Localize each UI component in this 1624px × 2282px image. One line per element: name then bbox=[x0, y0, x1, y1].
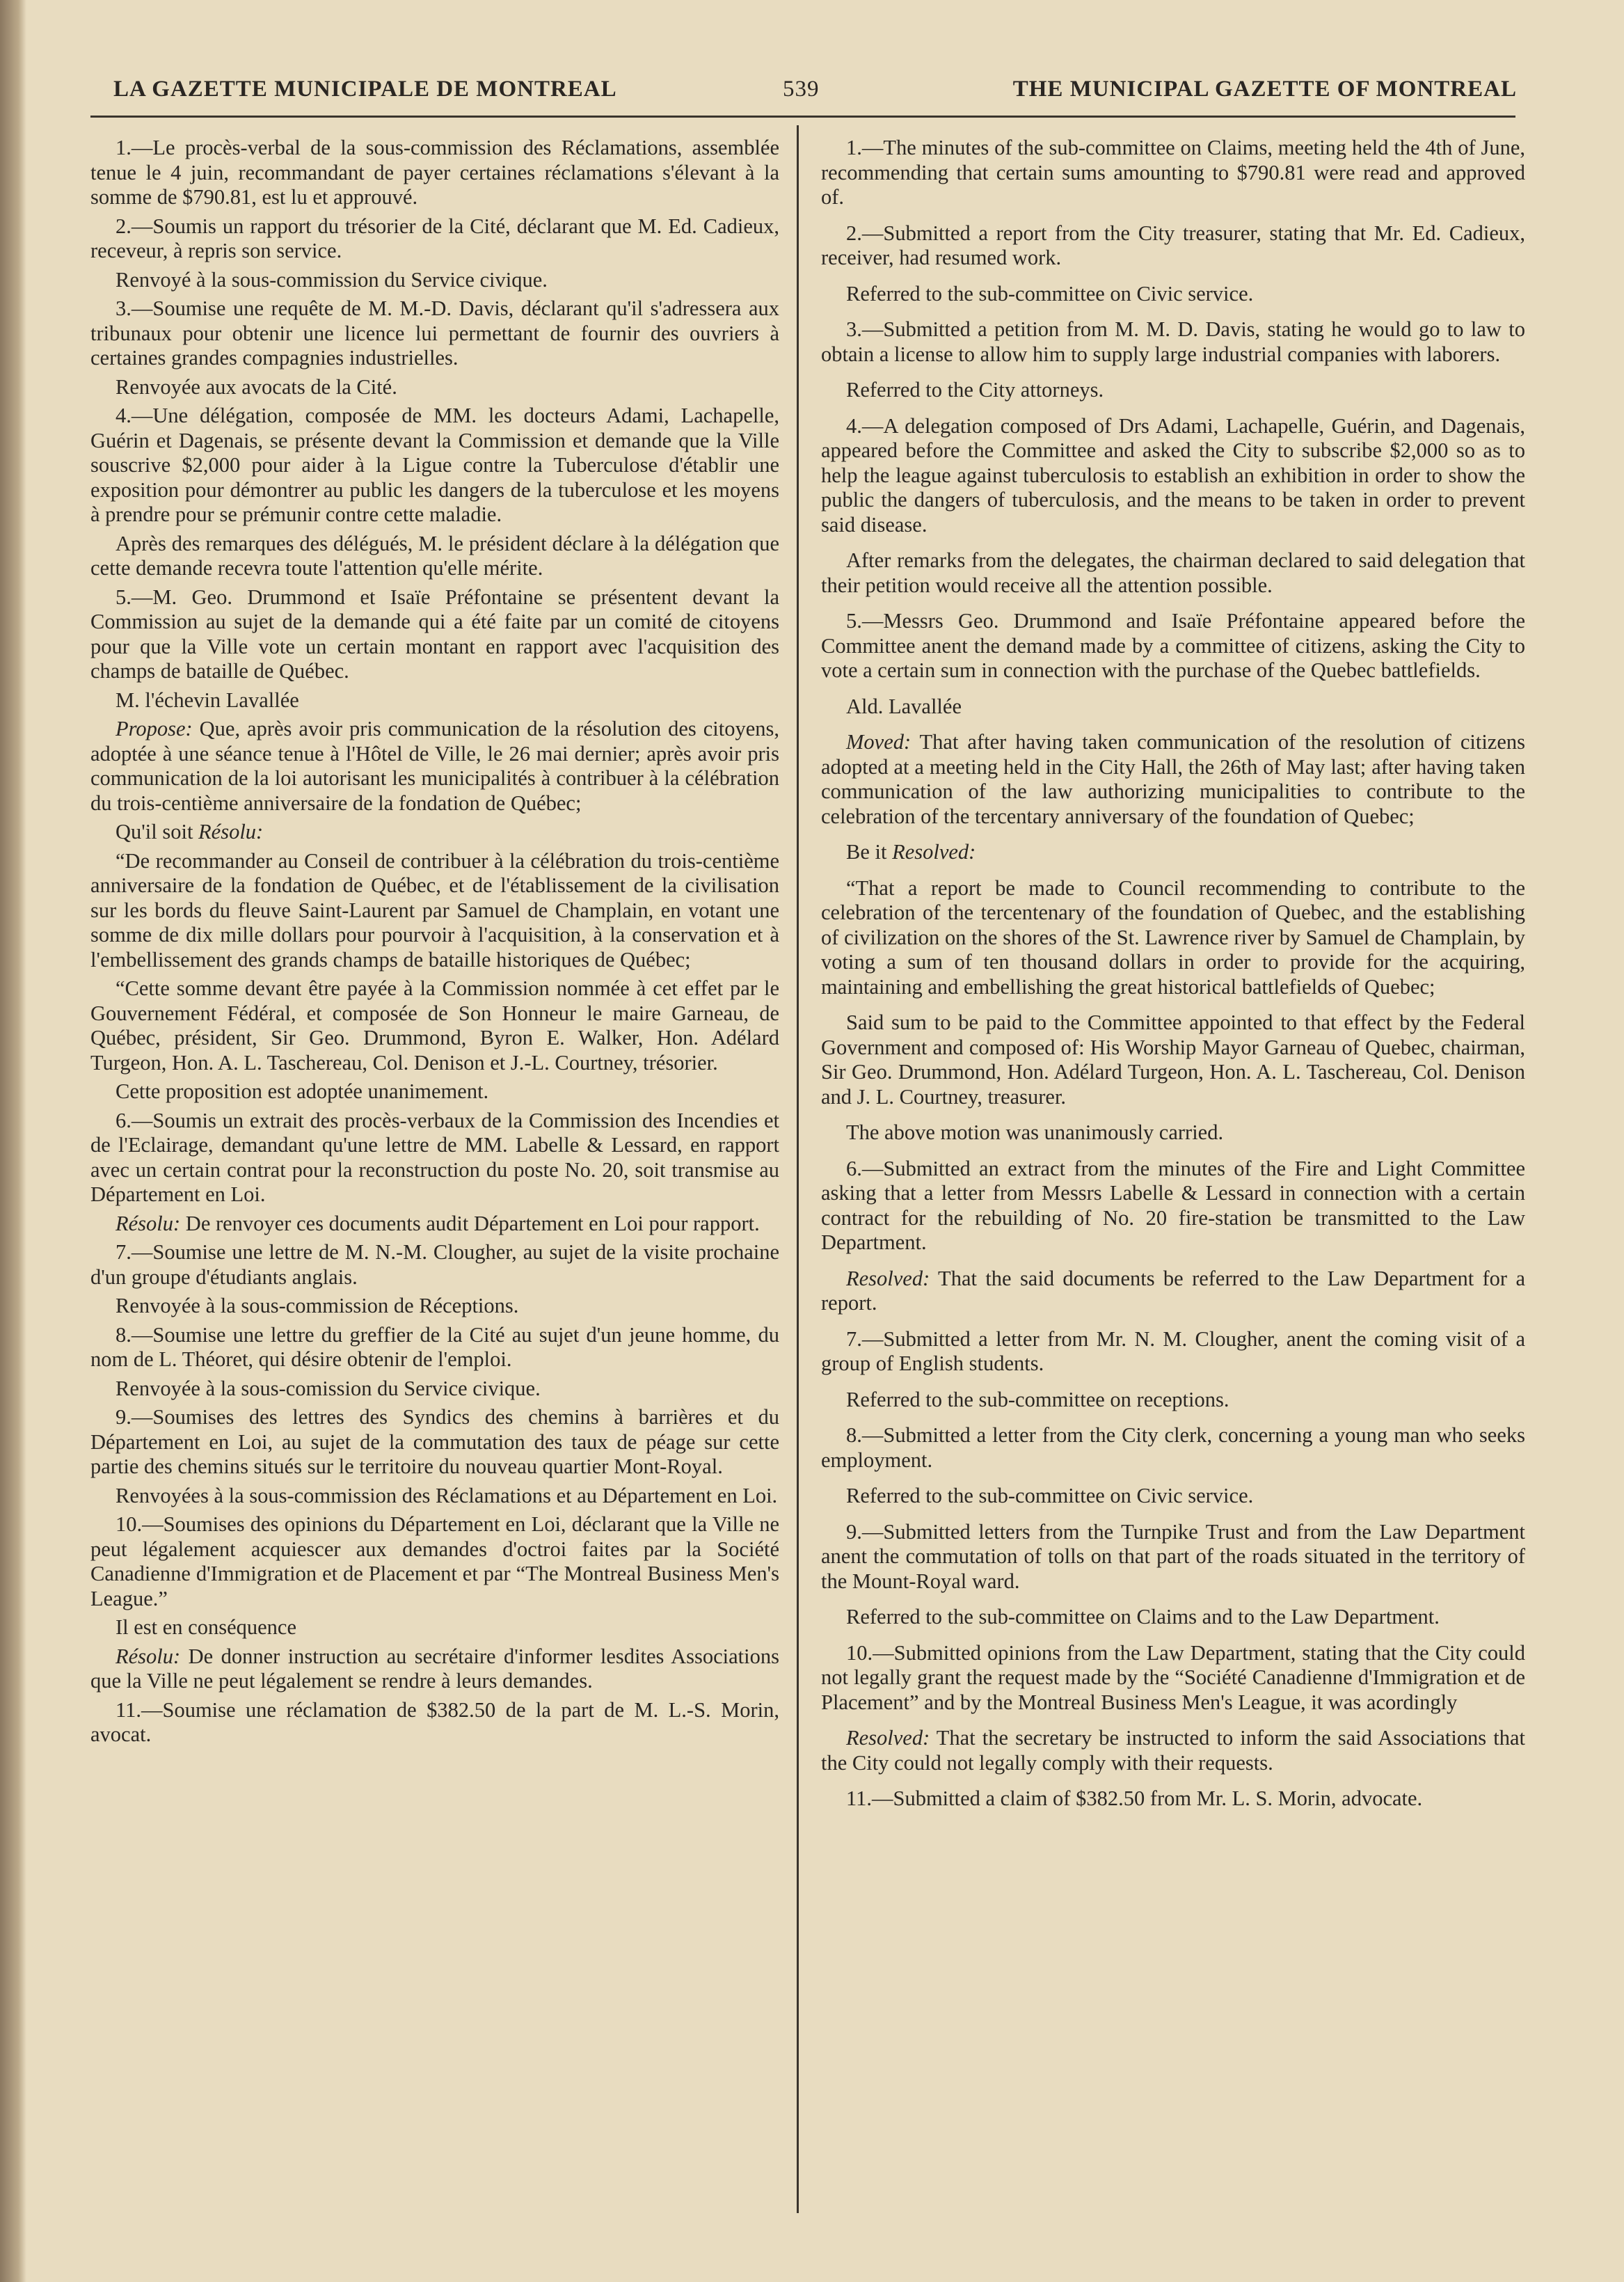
french-paragraph: Qu'il soit Résolu: bbox=[116, 820, 264, 843]
english-paragraph: 9.—Submitted letters from the Turnpike Trust and from the Law Department anent the commutation of tolls on that part of the roads situated in the territory of the Mount-Royal ward. bbox=[821, 1519, 1525, 1593]
english-paragraph: 4.—A delegation composed of Drs Adami, Lachapelle, Guérin, and Dagenais, appeared before the Committee and asked the City to subscribe $2,000 so as to help the league against tuberculosis to establish an exhibition in order to show the public the dangers of tuberculosis, and the means to be taken in order to prevent said disease. bbox=[821, 413, 1525, 537]
english-paragraph: 11.—Submitted a claim of $382.50 from Mr. L. S. Morin, advocate. bbox=[846, 1786, 1423, 1810]
english-column bbox=[821, 136, 1525, 1823]
english-paragraph: The above motion was unanimously carried. bbox=[846, 1120, 1224, 1144]
french-paragraph: 6.—Soumis un extrait des procès-verbaux de la Commission des Incendies et de l'Eclairage, demandant qu'une lettre de MM. Labelle & Lessard, en rapport avec un certain contrat pour la reconstruction du poste No. 20, soit transmise au Département en Loi. bbox=[90, 1108, 779, 1206]
french-paragraph: Propose: Que, après avoir pris communication de la résolution des citoyens, adoptée à une séance tenue à l'Hôtel de Ville, le 26 mai dernier; après avoir pris communication de la loi autorisant les municipalités à contribuer à la célébration du trois-centième anniversaire de la fondation de Québec; bbox=[90, 717, 779, 815]
english-paragraph: 10.—Submitted opinions from the Law Department, stating that the City could not legally grant the request made by the “Société Canadienne d'Immigration et de Placement” and by the Montreal Business Men's League, it was acordingly bbox=[821, 1640, 1525, 1714]
english-paragraph: 3.—Submitted a petition from M. M. D. Davis, stating he would go to law to obtain a license to allow him to supply large industrial companies with laborers. bbox=[821, 317, 1525, 366]
english-paragraph: 8.—Submitted a letter from the City clerk, concerning a young man who seeks employment. bbox=[821, 1423, 1525, 1472]
english-paragraph: Be it Resolved: bbox=[846, 840, 976, 864]
english-paragraph: 1.—The minutes of the sub-committee on Claims, meeting held the 4th of June, recommending that certain sums amounting to $790.81 were read and approved of. bbox=[821, 136, 1525, 209]
header-rule bbox=[90, 116, 1515, 118]
english-paragraph: “That a report be made to Council recommending to contribute to the celebration of the tercentenary of the foundation of Quebec, and the establishing of civilization on the shores of the St. Lawrence river by Samuel de Champlain, by voting a sum of ten thousand dollars in order to provide for the acquiring, maintaining and embellishing the great historical battlefields of Quebec; bbox=[821, 875, 1525, 999]
french-column bbox=[90, 136, 779, 1752]
english-paragraph: Referred to the sub-committee on Civic service. bbox=[846, 1484, 1254, 1507]
french-paragraph: M. l'échevin Lavallée bbox=[116, 688, 299, 712]
french-paragraph: 8.—Soumise une lettre du greffier de la Cité au sujet d'un jeune homme, du nom de L. Théoret, qui désire obtenir de l'emploi. bbox=[90, 1322, 779, 1371]
page-binding-edge bbox=[0, 0, 26, 2282]
english-paragraph: Referred to the sub-committee on receptions. bbox=[846, 1387, 1229, 1411]
french-paragraph: Cette proposition est adoptée unanimement. bbox=[116, 1079, 489, 1103]
french-paragraph: Renvoyée à la sous-comission du Service civique. bbox=[116, 1376, 541, 1400]
english-paragraph: 2.—Submitted a report from the City treasurer, stating that Mr. Ed. Cadieux, receiver, had resumed work. bbox=[821, 221, 1525, 269]
header-english-title: THE MUNICIPAL GAZETTE OF MONTREAL bbox=[1012, 77, 1517, 102]
french-paragraph: Renvoyées à la sous-commission des Réclamations et au Département en Loi. bbox=[116, 1483, 778, 1507]
french-paragraph: “De recommander au Conseil de contribuer à la célébration du trois-centième anniversaire de la fondation de Québec, et de l'établissement de la civilisation sur les bords du fleuve Saint-Laurent par Samuel de Champlain, en votant une somme de dix mille dollars pour pourvoir à l'acquisition, à la conservation et à l'embellissement des grands champs de bataille historiques de Québec; bbox=[90, 848, 779, 972]
french-paragraph: Il est en conséquence bbox=[116, 1615, 296, 1639]
french-paragraph: “Cette somme devant être payée à la Commission nommée à cet effet par le Gouvernement Fédéral, et composée de Son Honneur le maire Garneau, de Québec, président, Sir Geo. Drummond, Byron E. Walker, Hon. Adélard Turgeon, Hon. A. L. Taschereau, Col. Denison et J.-L. Courtney, trésorier. bbox=[90, 976, 779, 1075]
french-paragraph: Renvoyé à la sous-commission du Service civique. bbox=[116, 267, 548, 292]
english-paragraph: After remarks from the delegates, the chairman declared to said delegation that their petition would receive all the attention possible. bbox=[821, 548, 1525, 597]
french-paragraph: 4.—Une délégation, composée de MM. les docteurs Adami, Lachapelle, Guérin et Dagenais, se présente devant la Commission et demande que la Ville souscrive $2,000 pour aider à la Ligue contre la Tuberculose d'établir une exposition pour démontrer au public les dangers de la tuberculose et les moyens à prendre pour se prémunir contre cette maladie. bbox=[90, 404, 779, 526]
english-paragraph: Resolved: That the said documents be referred to the Law Department for a report. bbox=[821, 1266, 1525, 1315]
french-paragraph: Après des remarques des délégués, M. le président déclare à la délégation que cette demande recevra toute l'attention qu'elle mérite. bbox=[90, 531, 779, 580]
english-paragraph: Referred to the City attorneys. bbox=[846, 378, 1104, 402]
french-paragraph: Renvoyée à la sous-commission de Réceptions. bbox=[116, 1294, 519, 1317]
english-paragraph: Moved: That after having taken communication of the resolution of citizens adopted at a meeting held in the City Hall, the 26th of May last; after having taken communication of the law authorizing municipalities to contribute to the celebration of the tercentary anniversary of the foundation of Quebec; bbox=[821, 730, 1525, 828]
english-paragraph: Resolved: That the secretary be instructed to inform the said Associations that the City could not legally comply with their requests. bbox=[821, 1726, 1525, 1775]
french-paragraph: Résolu: De donner instruction au secrétaire d'informer lesdites Associations que la Ville ne peut légalement se rendre à leurs demandes. bbox=[90, 1644, 779, 1693]
french-paragraph: Résolu: De renvoyer ces documents audit Département en Loi pour rapport. bbox=[116, 1211, 760, 1235]
english-paragraph: Referred to the sub-committee on Civic service. bbox=[846, 281, 1254, 306]
french-paragraph: 10.—Soumises des opinions du Département en Loi, déclarant que la Ville ne peut légalement acquiescer aux demandes d'octroi faites par la Société Canadienne d'Immigration et de Placement et par “The Montreal Business Men's League.” bbox=[90, 1512, 779, 1610]
page-header bbox=[73, 77, 1517, 118]
header-french-title: LA GAZETTE MUNICIPALE DE MONTREAL bbox=[113, 77, 617, 102]
english-paragraph: 6.—Submitted an extract from the minutes of the Fire and Light Committee asking that a letter from Messrs Labelle & Lessard in connection with a certain contract for the rebuilding of No. 20 fire-station be transmitted to the Law Department. bbox=[821, 1156, 1525, 1254]
french-paragraph: 9.—Soumises des lettres des Syndics des chemins à barrières et du Département en Loi, au sujet de la commutation des taux de péage sur cette partie des chemins situés sur le territoire du nouveau quartier Mont-Royal. bbox=[90, 1405, 779, 1478]
english-paragraph: Referred to the sub-committee on Claims and to the Law Department. bbox=[846, 1605, 1440, 1629]
page-number: 539 bbox=[783, 77, 820, 102]
english-paragraph: Ald. Lavallée bbox=[846, 694, 962, 718]
english-paragraph: Said sum to be paid to the Committee appointed to that effect by the Federal Government and composed of: His Worship Mayor Garneau of Quebec, chairman, Sir Geo. Drummond, Hon. Adélard Turgeon, Hon. A. L. Taschereau, Col. Denison and J. L. Courtney, treasurer. bbox=[821, 1011, 1525, 1109]
french-paragraph: 11.—Soumise une réclamation de $382.50 de la part de M. L.-S. Morin, avocat. bbox=[90, 1697, 779, 1746]
french-paragraph: 2.—Soumis un rapport du trésorier de la Cité, déclarant que M. Ed. Cadieux, receveur, à repris son service. bbox=[90, 214, 779, 262]
english-paragraph: 7.—Submitted a letter from Mr. N. M. Clougher, anent the coming visit of a group of English students. bbox=[821, 1326, 1525, 1375]
column-divider bbox=[797, 125, 799, 2213]
english-paragraph: 5.—Messrs Geo. Drummond and Isaïe Préfontaine appeared before the Committee anent the demand made by a committee of citizens, asking the City to vote a certain sum in connection with the purchase of the Quebec battlefields. bbox=[821, 609, 1525, 682]
french-paragraph: 3.—Soumise une requête de M. M.-D. Davis, déclarant qu'il s'adressera aux tribunaux pour obtenir une licence lui permettant de fournir des ouvriers à certaines grandes compagnies industrielles. bbox=[90, 296, 779, 370]
french-paragraph: 5.—M. Geo. Drummond et Isaïe Préfontaine se présentent devant la Commission au sujet de la demande qui a été faite par un comité de citoyens pour que la Ville vote un certain montant en rapport avec l'acquisition des champs de bataille de Québec. bbox=[90, 585, 779, 683]
french-paragraph: 1.—Le procès-verbal de la sous-commission des Réclamations, assemblée tenue le 4 juin, recommandant de payer certaines réclamations s'élevant à la somme de $790.81, est lu et approuvé. bbox=[90, 136, 779, 209]
french-paragraph: 7.—Soumise une lettre de M. N.-M. Clougher, au sujet de la visite prochaine d'un groupe d'étudiants anglais. bbox=[90, 1240, 779, 1289]
french-paragraph: Renvoyée aux avocats de la Cité. bbox=[116, 374, 397, 399]
